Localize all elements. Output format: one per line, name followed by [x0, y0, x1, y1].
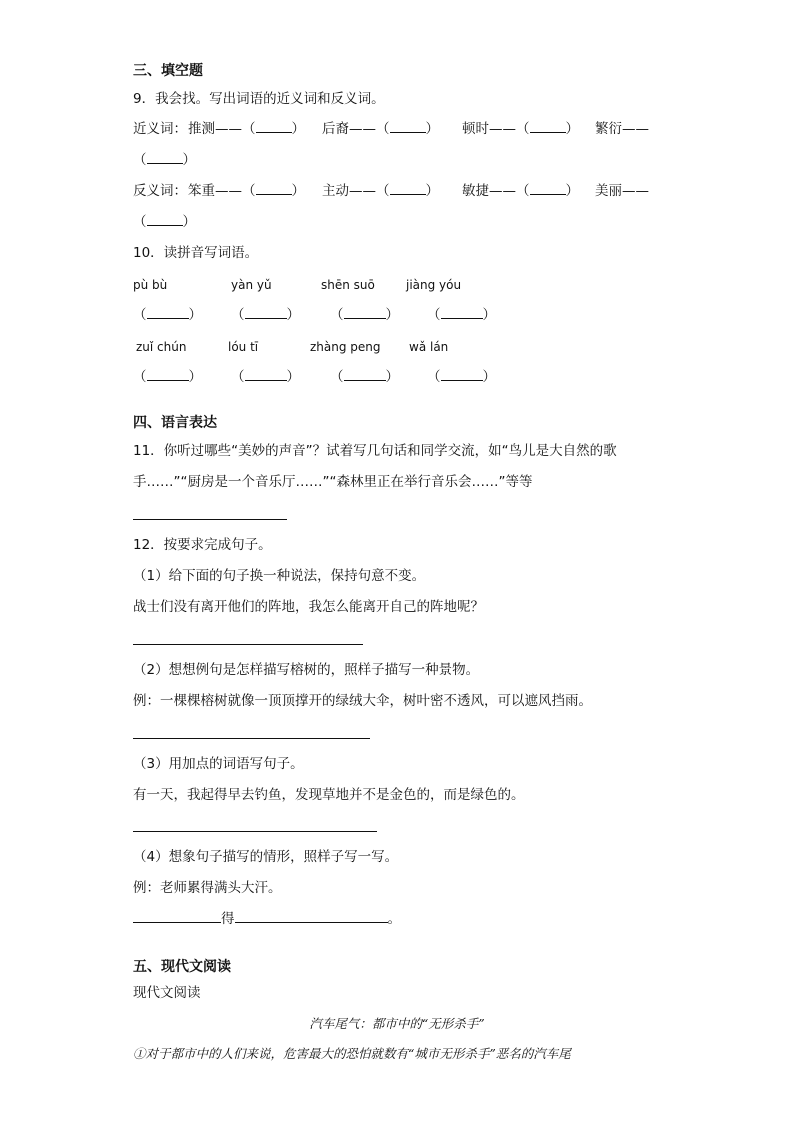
section-heading-4: 四、语言表达	[133, 415, 217, 431]
synonym-word-3: 顿时——（ ）	[462, 121, 579, 137]
synonym-word-2: 后裔——（ ）	[322, 121, 439, 137]
antonym-word-2: 主动——（ ）	[322, 183, 439, 199]
part-2-sentence: 例：一棵棵榕树就像一顶顶撑开的绿绒大伞，树叶密不透风，可以遮风挡雨。	[133, 693, 592, 709]
pinyin-answer-3[interactable]: （ ）	[330, 307, 399, 323]
part-1-sentence: 战士们没有离开他们的阵地，我怎么能离开自己的阵地呢？	[133, 599, 484, 615]
question-11-line-2: 手……”“厨房是一个音乐厅……”“森林里正在举行音乐会……”等等	[133, 474, 533, 490]
question-11-line-1: 11．你听过哪些“美妙的声音”？试着写几句话和同学交流，如“鸟儿是大自然的歌	[133, 443, 617, 459]
synonym-word-4-answer: （ ）	[133, 152, 196, 168]
part-2-instruction: （2）想想例句是怎样描写榕树的，照样子描写一种景物。	[133, 662, 480, 678]
pinyin-7: zhàng peng	[310, 340, 381, 354]
section-5-subtitle: 现代文阅读	[133, 985, 201, 1001]
antonym-word-4-answer: （ ）	[133, 214, 196, 230]
part-4-answer: 得 。	[133, 910, 401, 928]
answer-line-11[interactable]	[133, 519, 287, 520]
antonym-word-1: 笨重——（ ）	[188, 183, 305, 199]
part-3-sentence: 有一天，我起得早去钓鱼，发现草地并不是金色的，而是绿色的。	[133, 787, 525, 803]
synonym-word-4: 繁衍——	[595, 121, 649, 137]
pinyin-5: zuǐ chún	[136, 340, 187, 354]
passage-paragraph-1: ①对于都市中的人们来说，危害最大的恐怕就数有“城市无形杀手”恶名的汽车尾	[133, 1046, 571, 1061]
antonym-word-4: 美丽——	[595, 183, 649, 199]
antonym-label: 反义词：	[133, 183, 187, 199]
pinyin-answer-4[interactable]: （ ）	[427, 307, 496, 323]
pinyin-answer-2[interactable]: （ ）	[231, 307, 300, 323]
synonym-label: 近义词：	[133, 121, 187, 137]
part-1-instruction: （1）给下面的句子换一种说法，保持句意不变。	[133, 568, 426, 584]
answer-blank[interactable]	[530, 120, 566, 133]
answer-blank[interactable]	[235, 910, 388, 923]
section-heading-5: 五、现代文阅读	[133, 959, 231, 975]
pinyin-answer-6[interactable]: （ ）	[231, 369, 300, 385]
answer-blank[interactable]	[256, 120, 292, 133]
pinyin-answer-8[interactable]: （ ）	[427, 369, 496, 385]
part-4-instruction: （4）想象句子描写的情形，照样子写一写。	[133, 849, 399, 865]
answer-line-12-2[interactable]	[133, 738, 370, 739]
pinyin-answer-7[interactable]: （ ）	[330, 369, 399, 385]
answer-blank[interactable]	[256, 182, 292, 195]
pinyin-answer-5[interactable]: （ ）	[133, 369, 202, 385]
answer-blank[interactable]	[147, 213, 183, 226]
pinyin-2: yàn yǔ	[231, 278, 272, 292]
passage-title: 汽车尾气：都市中的“无形杀手”	[309, 1016, 485, 1031]
question-9: 9．我会找。写出词语的近义词和反义词。	[133, 91, 385, 107]
answer-blank[interactable]	[390, 182, 426, 195]
answer-blank[interactable]	[530, 182, 566, 195]
question-12: 12．按要求完成句子。	[133, 537, 272, 553]
pinyin-1: pù bù	[133, 278, 168, 292]
pinyin-8: wǎ lán	[409, 340, 449, 354]
antonym-word-3: 敏捷——（ ）	[462, 183, 579, 199]
section-heading-3: 三、填空题	[133, 63, 203, 79]
part-3-instruction: （3）用加点的词语写句子。	[133, 756, 304, 772]
answer-line-12-1[interactable]	[133, 644, 363, 645]
pinyin-4: jiàng yóu	[406, 278, 462, 292]
answer-blank[interactable]	[133, 910, 221, 923]
part-4-sentence: 例：老师累得满头大汗。	[133, 880, 282, 896]
question-10: 10．读拼音写词语。	[133, 245, 259, 261]
pinyin-3: shēn suō	[321, 278, 375, 292]
answer-blank[interactable]	[390, 120, 426, 133]
answer-blank[interactable]	[147, 151, 183, 164]
pinyin-answer-1[interactable]: （ ）	[133, 307, 202, 323]
synonym-word-1: 推测——（ ）	[188, 121, 305, 137]
pinyin-6: lóu tī	[228, 340, 259, 354]
answer-line-12-3[interactable]	[133, 831, 377, 832]
